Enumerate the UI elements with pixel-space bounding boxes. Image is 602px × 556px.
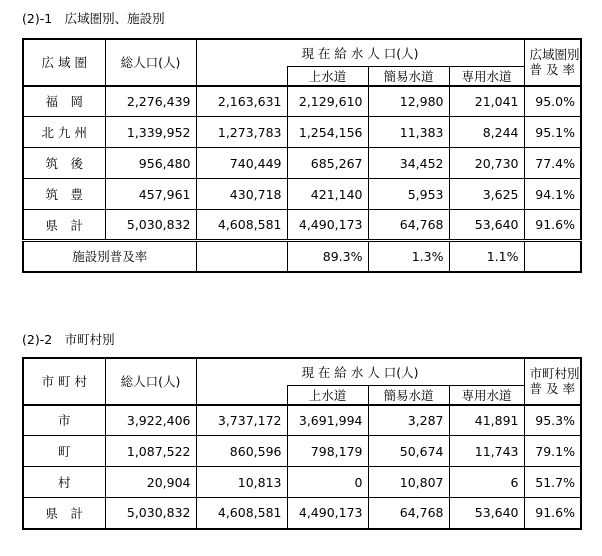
row-name: 北 九 州 (23, 117, 105, 148)
cell-water: 2,129,610 (287, 86, 368, 117)
cell-simple: 10,807 (368, 467, 449, 498)
table-row-facility-rate (23, 241, 581, 272)
table-row-total (23, 498, 581, 529)
row-name: 町 (23, 436, 105, 467)
header-supply-pop: 現 在 給 水 人 口(人) (196, 358, 524, 385)
cell-blank (196, 241, 287, 272)
table-row (23, 86, 581, 117)
row-name: 市 (23, 405, 105, 436)
table-regional (22, 38, 582, 273)
cell-rate: 94.1% (524, 179, 581, 210)
cell-private: 41,891 (449, 405, 524, 436)
cell-total: 1,087,522 (105, 436, 196, 467)
cell-supply: 860,596 (196, 436, 287, 467)
row-name: 福 岡 (23, 86, 105, 117)
cell-facility-water: 89.3% (287, 241, 368, 272)
cell-simple: 11,383 (368, 117, 449, 148)
cell-total: 20,904 (105, 467, 196, 498)
cell-supply: 1,273,783 (196, 117, 287, 148)
row-name: 筑 豊 (23, 179, 105, 210)
header-municipal-rate-line1: 市町村別 (529, 366, 580, 382)
table-row (23, 467, 581, 498)
cell-rate: 91.6% (524, 498, 581, 529)
cell-private: 53,640 (449, 210, 524, 241)
cell-rate: 51.7% (524, 467, 581, 498)
header-municipal-rate-line2: 普 及 率 (529, 381, 575, 397)
table-row (23, 405, 581, 436)
cell-water: 3,691,994 (287, 405, 368, 436)
header-simple-water: 簡易水道 (368, 385, 449, 405)
cell-water: 4,490,173 (287, 210, 368, 241)
cell-rate: 95.0% (524, 86, 581, 117)
cell-private: 8,244 (449, 117, 524, 148)
header-private-water: 専用水道 (449, 385, 524, 405)
cell-private: 20,730 (449, 148, 524, 179)
cell-simple: 34,452 (368, 148, 449, 179)
cell-total: 956,480 (105, 148, 196, 179)
cell-private: 53,640 (449, 498, 524, 529)
cell-simple: 3,287 (368, 405, 449, 436)
cell-total: 457,961 (105, 179, 196, 210)
cell-private: 6 (449, 467, 524, 498)
cell-simple: 12,980 (368, 86, 449, 117)
header-total-pop: 総人口(人) (105, 358, 196, 405)
cell-water: 685,267 (287, 148, 368, 179)
cell-water: 421,140 (287, 179, 368, 210)
row-name: 村 (23, 467, 105, 498)
section2-title: (2)-2 市町村別 (22, 332, 115, 347)
table-row (23, 117, 581, 148)
cell-supply: 3,737,172 (196, 405, 287, 436)
cell-water: 1,254,156 (287, 117, 368, 148)
cell-private: 11,743 (449, 436, 524, 467)
cell-rate: 95.1% (524, 117, 581, 148)
cell-supply: 4,608,581 (196, 210, 287, 241)
row-name: 筑 後 (23, 148, 105, 179)
cell-supply: 10,813 (196, 467, 287, 498)
cell-rate: 91.6% (524, 210, 581, 241)
cell-water: 798,179 (287, 436, 368, 467)
cell-total: 5,030,832 (105, 498, 196, 529)
cell-water: 0 (287, 467, 368, 498)
header-water-supply: 上水道 (287, 66, 368, 86)
header-supply-pop: 現 在 給 水 人 口(人) (196, 39, 524, 66)
cell-blank (524, 241, 581, 272)
cell-private: 21,041 (449, 86, 524, 117)
facility-rate-label: 施設別普及率 (23, 241, 196, 272)
header-blank (196, 66, 287, 86)
cell-simple: 50,674 (368, 436, 449, 467)
header-municipal-rate (524, 358, 581, 405)
header-private-water: 専用水道 (449, 66, 524, 86)
table-row (23, 179, 581, 210)
cell-simple: 64,768 (368, 498, 449, 529)
header-municipality: 市 町 村 (23, 358, 105, 405)
cell-supply: 2,163,631 (196, 86, 287, 117)
cell-simple: 64,768 (368, 210, 449, 241)
cell-rate: 77.4% (524, 148, 581, 179)
header-regional-rate-line2: 普 及 率 (529, 62, 575, 78)
row-name: 県 計 (23, 498, 105, 529)
header-region: 広 域 圏 (23, 39, 105, 86)
cell-supply: 4,608,581 (196, 498, 287, 529)
header-regional-rate-line1: 広域圏別 (529, 47, 580, 63)
cell-facility-private: 1.1% (449, 241, 524, 272)
header-regional-rate (524, 39, 581, 86)
cell-total: 1,339,952 (105, 117, 196, 148)
cell-total: 2,276,439 (105, 86, 196, 117)
header-water-supply: 上水道 (287, 385, 368, 405)
cell-rate: 79.1% (524, 436, 581, 467)
table-row-total (23, 210, 581, 241)
cell-water: 4,490,173 (287, 498, 368, 529)
cell-facility-simple: 1.3% (368, 241, 449, 272)
header-simple-water: 簡易水道 (368, 66, 449, 86)
table-municipal (22, 357, 582, 530)
cell-simple: 5,953 (368, 179, 449, 210)
cell-supply: 740,449 (196, 148, 287, 179)
cell-total: 3,922,406 (105, 405, 196, 436)
section1-title: (2)-1 広域圏別、施設別 (22, 11, 165, 26)
table-row (23, 436, 581, 467)
cell-rate: 95.3% (524, 405, 581, 436)
row-name: 県 計 (23, 210, 105, 241)
cell-private: 3,625 (449, 179, 524, 210)
cell-total: 5,030,832 (105, 210, 196, 241)
header-blank (196, 385, 287, 405)
table-row (23, 148, 581, 179)
header-total-pop: 総人口(人) (105, 39, 196, 86)
cell-supply: 430,718 (196, 179, 287, 210)
